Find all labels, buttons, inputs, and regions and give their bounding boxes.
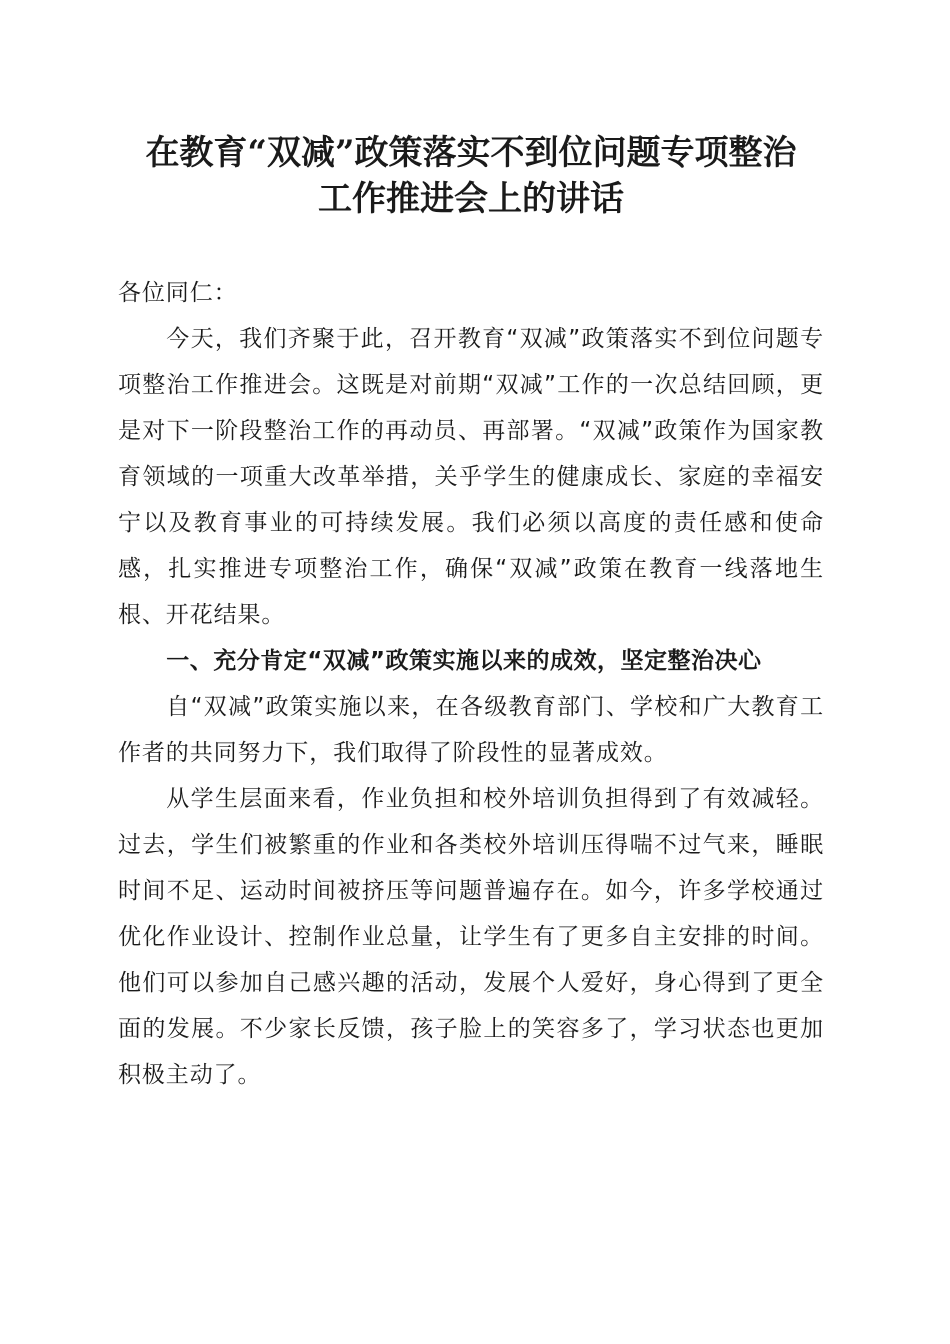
section-1-heading: 一、充分肯定“双减”政策实施以来的成效，坚定整治决心	[166, 648, 762, 674]
section-1-paragraph-2: 从学生层面来看，作业负担和校外培训负担得到了有效减轻。过去，学生们被繁重的作业和各类校外培训压得喘不过气来，睡眠时间不足、运动时间被挤压等问题普遍存在。如今，许多学校通过优化作业设计、控制作业总量，让学生有了更多自主安排的时间。他们可以参加自己感兴趣的活动，发展个人爱好，身心得到了更全面的发展。不少家长反馈，孩子脸上的笑容多了，学习状态也更加积极主动了。	[118, 786, 824, 1088]
opening-paragraph: 今天，我们齐聚于此，召开教育“双减”政策落实不到位问题专项整治工作推进会。这既是对前期“双减”工作的一次总结回顾，更是对下一阶段整治工作的再动员、再部署。“双减”政策作为国家教育领域的一项重大改革举措，关乎学生的健康成长、家庭的幸福安宁以及教育事业的可持续发展。我们必须以高度的责任感和使命感，扎实推进专项整治工作，确保“双减”政策在教育一线落地生根、开花结果。	[118, 326, 824, 628]
document-title	[118, 130, 824, 222]
salutation: 各位同仁：	[118, 280, 238, 306]
title-line-1: 在教育“双减”政策落实不到位问题专项整治	[145, 133, 797, 173]
title-line-2: 工作推进会上的讲话	[318, 179, 624, 219]
section-1-paragraph-1: 自“双减”政策实施以来，在各级教育部门、学校和广大教育工作者的共同努力下，我们取得了阶段性的显著成效。	[118, 694, 824, 766]
document-page	[118, 130, 824, 1098]
document-body	[118, 270, 824, 1098]
